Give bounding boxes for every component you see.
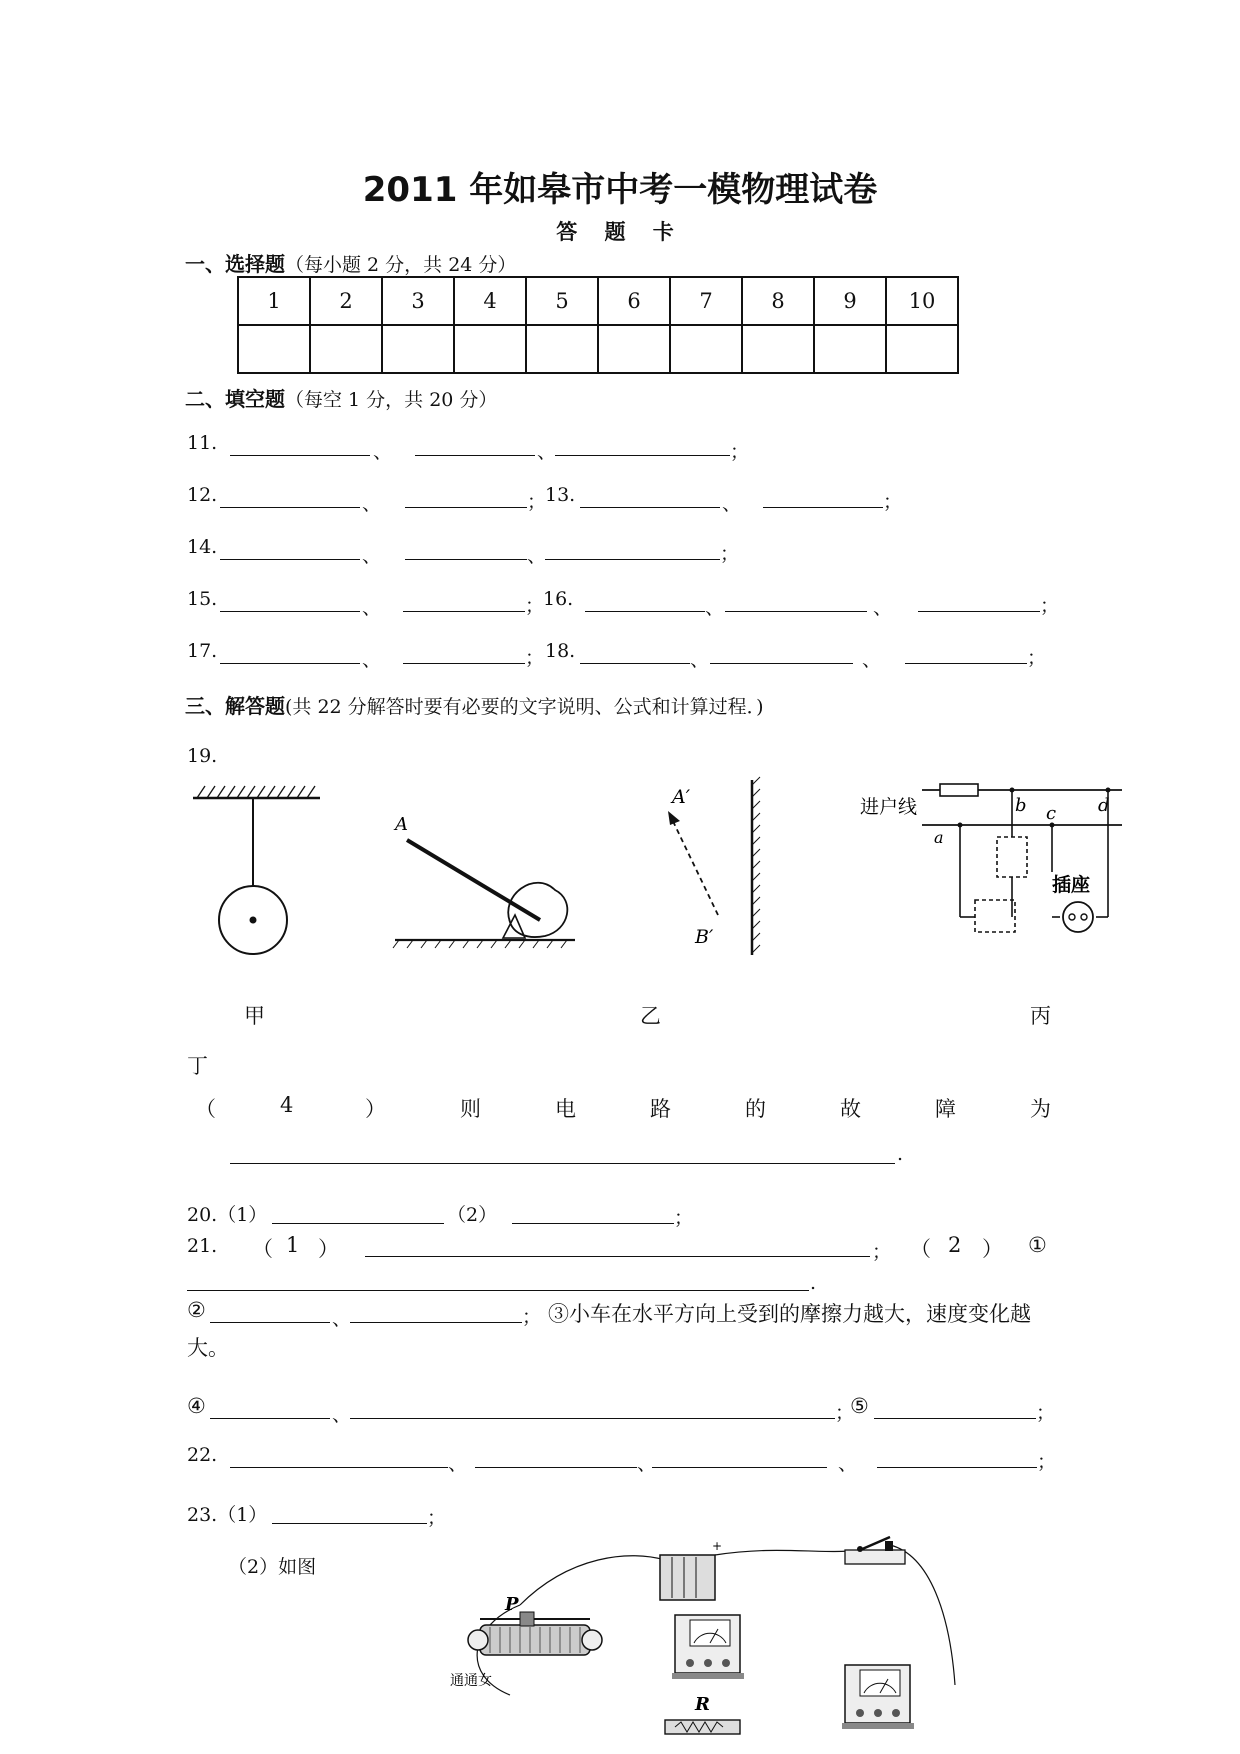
answer-blank[interactable] — [580, 663, 690, 664]
answer-blank[interactable] — [652, 1467, 827, 1468]
q19-part4-char: 则 — [460, 1097, 481, 1121]
caption-ding: 丁 — [187, 1054, 208, 1078]
table-header-cell: 6 — [598, 277, 670, 325]
table-header-cell: 5 — [526, 277, 598, 325]
q21-circle-4: ④ — [187, 1394, 206, 1418]
separator: ； — [525, 595, 545, 617]
label-chazuo: 插座 — [1052, 874, 1091, 896]
question-number-21: 21. — [187, 1235, 218, 1257]
answer-blank[interactable] — [725, 611, 867, 612]
answer-cell[interactable] — [382, 325, 454, 373]
q19-part4-char: （ — [195, 1097, 216, 1121]
answer-blank[interactable] — [710, 663, 853, 664]
figure-lever — [385, 800, 585, 960]
q19-part4-char: 为 — [1030, 1097, 1051, 1121]
answer-blank[interactable] — [210, 1418, 330, 1419]
ammeter-icon — [842, 1665, 914, 1729]
section-title: 二、填空题 — [185, 387, 285, 411]
label-B-prime: B′ — [695, 926, 714, 948]
answer-blank[interactable] — [272, 1223, 444, 1224]
separator: ； — [835, 1402, 855, 1424]
separator: ； — [527, 491, 547, 513]
caption-yi: 乙 — [640, 1004, 661, 1028]
q21-paren: （ — [252, 1237, 273, 1261]
q21-circle-num: ① — [1028, 1233, 1047, 1257]
answer-blank[interactable] — [405, 507, 527, 508]
answer-blank[interactable] — [403, 663, 525, 664]
switch-icon — [845, 1537, 905, 1564]
q21-paren: （ — [910, 1237, 931, 1261]
separator: ； — [1027, 647, 1047, 669]
period: . — [810, 1272, 817, 1294]
caption-bing: 丙 — [1030, 1004, 1051, 1028]
table-header-cell: 7 — [670, 277, 742, 325]
separator: ； — [872, 1241, 892, 1263]
answer-cell[interactable] — [886, 325, 958, 373]
answer-cell[interactable] — [454, 325, 526, 373]
q21-num: 2 — [948, 1233, 962, 1257]
question-number-19: 19. — [187, 745, 218, 767]
separator: ； — [730, 441, 750, 463]
separator: ； — [525, 647, 545, 669]
label-a: a — [934, 828, 944, 847]
q19-part4-char: 路 — [650, 1097, 671, 1121]
q19-part4-char: 障 — [935, 1097, 956, 1121]
table-header-cell: 2 — [310, 277, 382, 325]
answer-cell[interactable] — [238, 325, 310, 373]
answer-blank[interactable] — [905, 663, 1027, 664]
answer-blank[interactable] — [403, 611, 525, 612]
answer-blank[interactable] — [763, 507, 883, 508]
answer-blank[interactable] — [220, 663, 360, 664]
separator: 、 — [537, 441, 557, 463]
page-subtitle: 答 题 卡 — [556, 220, 684, 244]
table-answer-row — [238, 325, 958, 373]
answer-blank[interactable] — [555, 455, 730, 456]
separator: 、 — [362, 545, 382, 567]
question-number-17: 17. — [187, 640, 218, 662]
caption-jia: 甲 — [244, 1004, 265, 1028]
figure-pendulum — [185, 780, 335, 960]
answer-blank[interactable] — [874, 1418, 1036, 1419]
q21-paren: ） — [318, 1237, 339, 1261]
separator: 、 — [448, 1453, 468, 1475]
question-number-22: 22. — [187, 1444, 218, 1466]
question-number-20: 20.（1） — [187, 1204, 268, 1226]
label-R: R — [695, 1694, 710, 1715]
page-title: 2011 年如皋市中考一模物理试卷 — [362, 170, 878, 210]
question-number-14: 14. — [187, 536, 218, 558]
figure-circuit — [860, 775, 1130, 955]
label-tongtong: 通通女 — [450, 1673, 492, 1689]
q21-circle-2: ② — [187, 1298, 206, 1322]
table-header-cell: 9 — [814, 277, 886, 325]
question-number-11: 11. — [187, 432, 218, 454]
separator: 、 — [690, 649, 710, 671]
table-header-cell: 1 — [238, 277, 310, 325]
table-header-cell: 4 — [454, 277, 526, 325]
separator: 、 — [332, 1308, 352, 1330]
svg-text:+: + — [712, 1539, 723, 1553]
question-number-16: 16. — [543, 588, 574, 610]
separator: 、 — [362, 493, 382, 515]
answer-blank[interactable] — [187, 1290, 809, 1291]
table-header-cell: 3 — [382, 277, 454, 325]
resistor-icon — [665, 1694, 740, 1734]
separator: ； — [1036, 1402, 1056, 1424]
separator: 、 — [862, 649, 882, 671]
q19-part4-char: 故 — [840, 1097, 861, 1121]
answer-blank[interactable] — [210, 1322, 330, 1323]
separator: 、 — [722, 493, 742, 515]
answer-cell[interactable] — [670, 325, 742, 373]
separator: ； — [427, 1507, 447, 1529]
label-jinhuxian: 进户线 — [860, 796, 918, 818]
answer-cell[interactable] — [742, 325, 814, 373]
question-number-18: 18. — [545, 640, 576, 662]
q23-part2: （2）如图 — [228, 1556, 317, 1578]
answer-blank[interactable] — [545, 559, 720, 560]
separator: 、 — [705, 597, 725, 619]
label-d: d — [1098, 795, 1110, 816]
section-heading-2 — [185, 383, 497, 412]
answer-blank[interactable] — [350, 1418, 835, 1419]
answer-blank[interactable] — [580, 507, 720, 508]
separator: 、 — [527, 545, 547, 567]
answer-blank[interactable] — [365, 1256, 870, 1257]
separator: 、 — [873, 597, 893, 619]
q21-num: 1 — [286, 1233, 300, 1257]
answer-blank[interactable] — [475, 1467, 637, 1468]
separator: ； — [883, 491, 903, 513]
section-heading-3 — [185, 690, 764, 719]
answer-blank[interactable] — [405, 559, 527, 560]
answer-blank[interactable] — [230, 1163, 895, 1164]
choice-answer-table — [237, 276, 959, 374]
answer-cell[interactable] — [814, 325, 886, 373]
table-header-cell: 10 — [886, 277, 958, 325]
section-heading-1 — [185, 248, 516, 277]
q21-text: ③小车在水平方向上受到的摩擦力越大，速度变化越 — [548, 1302, 1031, 1326]
answer-blank[interactable] — [585, 611, 705, 612]
answer-cell[interactable] — [598, 325, 670, 373]
label-c: c — [1046, 803, 1057, 824]
voltmeter-icon — [672, 1615, 744, 1679]
figure-apparatus — [450, 1535, 985, 1750]
section-note: （每空 1 分，共 20 分） — [285, 389, 498, 411]
separator: 、 — [362, 649, 382, 671]
q20-part2: （2） — [447, 1204, 498, 1226]
answer-blank[interactable] — [350, 1322, 522, 1323]
table-header-cell: 8 — [742, 277, 814, 325]
battery-icon — [660, 1539, 722, 1600]
question-number-15: 15. — [187, 588, 218, 610]
q19-part4-char: 电 — [555, 1097, 576, 1121]
answer-blank[interactable] — [877, 1467, 1037, 1468]
label-P: P — [505, 1594, 519, 1615]
question-number-23: 23.（1） — [187, 1504, 268, 1526]
answer-blank[interactable] — [220, 507, 360, 508]
table-header-row — [238, 277, 958, 325]
q21-circle-5: ⑤ — [850, 1394, 869, 1418]
question-number-13: 13. — [545, 484, 576, 506]
answer-blank[interactable] — [220, 559, 360, 560]
q19-part4-char: 的 — [745, 1097, 766, 1121]
answer-blank[interactable] — [220, 611, 360, 612]
q19-part4-char: 4 — [280, 1093, 294, 1117]
answer-cell[interactable] — [310, 325, 382, 373]
section-title: 一、选择题 — [185, 252, 285, 276]
answer-blank[interactable] — [272, 1523, 427, 1524]
separator: 、 — [373, 441, 393, 463]
label-b: b — [1015, 795, 1027, 816]
answer-blank[interactable] — [918, 611, 1040, 612]
q21-paren: ） — [982, 1237, 1003, 1261]
separator: 、 — [362, 597, 382, 619]
period: . — [897, 1143, 904, 1165]
answer-blank[interactable] — [230, 455, 370, 456]
q19-part4-char: ） — [365, 1097, 386, 1121]
answer-blank[interactable] — [230, 1467, 448, 1468]
answer-cell[interactable] — [526, 325, 598, 373]
separator: ； — [720, 543, 740, 565]
separator: 、 — [838, 1453, 858, 1475]
separator: 、 — [637, 1453, 657, 1475]
label-A-prime: A′ — [672, 786, 691, 808]
section-note: (共 22 分解答时要有必要的文字说明、公式和计算过程．) — [285, 696, 764, 718]
answer-blank[interactable] — [415, 455, 535, 456]
separator: ； — [1040, 595, 1060, 617]
separator: ； — [674, 1207, 694, 1229]
separator: ； — [522, 1306, 542, 1328]
answer-blank[interactable] — [512, 1223, 674, 1224]
figure-mirror — [650, 775, 770, 965]
label-A: A — [395, 814, 408, 835]
separator: 、 — [332, 1404, 352, 1426]
section-title: 三、解答题 — [185, 694, 285, 718]
question-number-12: 12. — [187, 484, 218, 506]
q21-text-cont: 大。 — [187, 1336, 229, 1360]
rheostat-icon — [468, 1594, 602, 1655]
separator: ； — [1037, 1451, 1057, 1473]
section-note: （每小题 2 分，共 24 分） — [285, 254, 517, 276]
